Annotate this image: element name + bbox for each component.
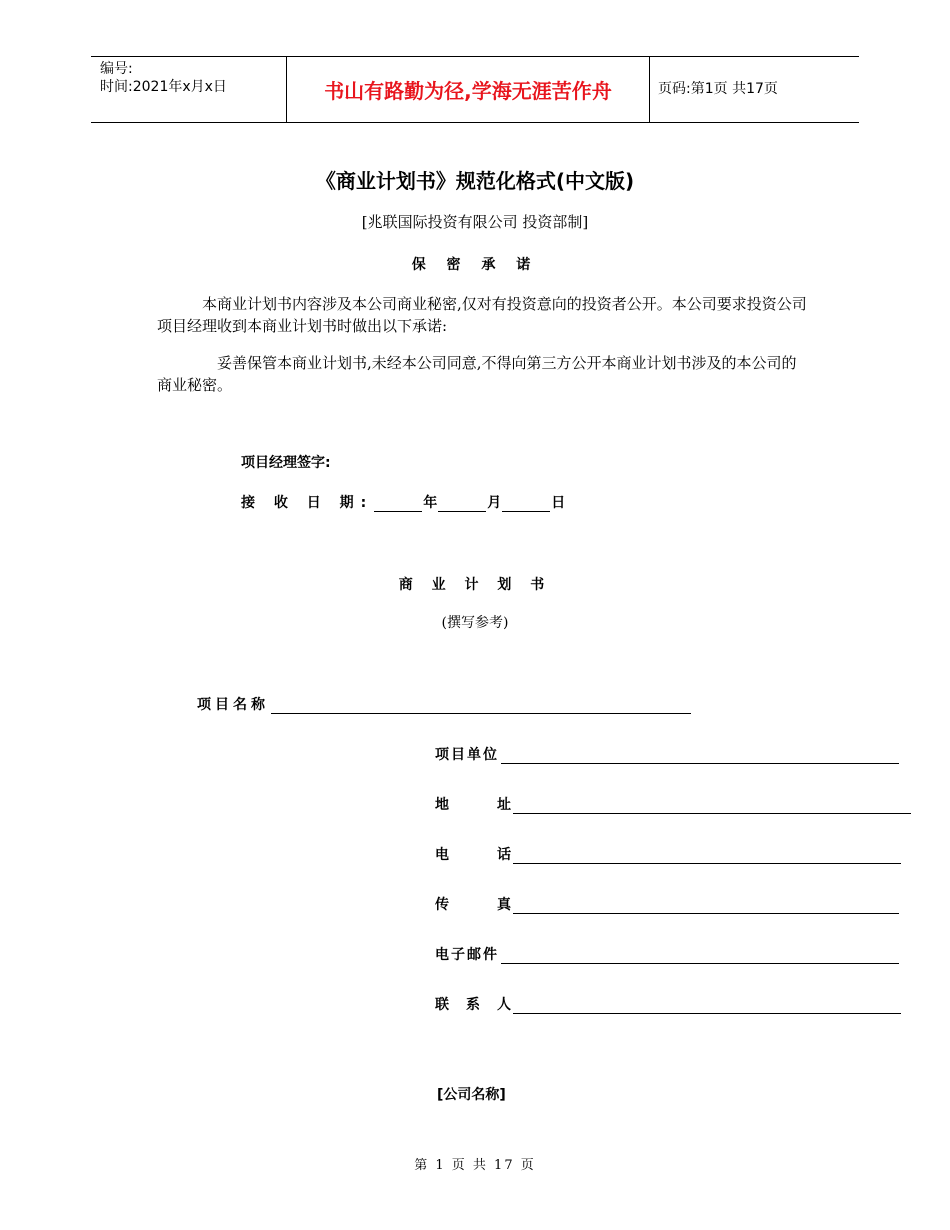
header-divider-right [649, 56, 650, 122]
year-label: 年 [423, 495, 438, 511]
header-motto: 书山有路勤为径,学海无涯苦作舟 [324, 79, 612, 103]
header-time-label: 时间:2021年x月x日 [100, 79, 227, 95]
page-footer: 第 1 页 共 17 页 [414, 1158, 536, 1173]
project-unit-field [435, 746, 899, 764]
contact-label-char-3: 人 [497, 997, 511, 1013]
header-bottom-rule [91, 122, 859, 123]
phone-blank[interactable] [513, 849, 901, 864]
fax-label [435, 896, 511, 914]
header-top-rule [91, 56, 859, 57]
document-title: 《商业计划书》规范化格式(中文版) [315, 169, 635, 193]
month-label: 月 [487, 495, 502, 511]
address-blank[interactable] [513, 799, 911, 814]
email-blank[interactable] [501, 949, 899, 964]
contact-label [435, 996, 511, 1014]
document-subtitle: [兆联国际投资有限公司 投资部制] [361, 213, 589, 231]
contact-label-char-1: 联 [435, 997, 449, 1013]
header-number-label: 编号: [100, 61, 133, 77]
phone-field [435, 846, 901, 864]
phone-label-char-1: 电 [435, 847, 449, 863]
contact-field [435, 996, 901, 1014]
fax-field [435, 896, 899, 914]
project-unit-blank[interactable] [501, 749, 899, 764]
day-blank[interactable] [502, 497, 550, 512]
contact-label-char-2: 系 [466, 997, 480, 1013]
fax-blank[interactable] [513, 899, 899, 914]
business-plan-note: (撰写参考) [441, 615, 509, 631]
business-plan-title: 商 业 计 划 书 [398, 577, 552, 593]
header-page-info: 页码:第1页 共17页 [658, 81, 778, 97]
fax-label-char-1: 传 [435, 897, 449, 913]
email-label: 电子邮件 [435, 947, 499, 963]
project-name-label: 项目名称 [197, 697, 269, 713]
month-blank[interactable] [438, 497, 486, 512]
receive-date-row [241, 494, 565, 512]
confidentiality-paragraph-2: 妥善保管本商业计划书,未经本公司同意,不得向第三方公开本商业计划书涉及的本公司的商业秘密。 [157, 354, 797, 394]
receive-date-label: 接 收 日 期: [241, 495, 374, 511]
project-name-field [197, 696, 691, 714]
address-label-char-1: 地 [435, 797, 449, 813]
phone-label-char-2: 话 [497, 847, 511, 863]
contact-blank[interactable] [513, 999, 901, 1014]
address-label [435, 796, 511, 814]
address-field [435, 796, 911, 814]
header-meta [100, 60, 227, 96]
project-unit-label: 项目单位 [435, 747, 499, 763]
address-label-char-2: 址 [497, 797, 511, 813]
year-blank[interactable] [374, 497, 422, 512]
phone-label [435, 846, 511, 864]
confidentiality-paragraph-1: 本商业计划书内容涉及本公司商业秘密,仅对有投资意向的投资者公开。本公司要求投资公司项目经理收到本商业计划书时做出以下承诺: [157, 295, 807, 335]
email-field [435, 946, 899, 964]
day-label: 日 [551, 495, 566, 511]
fax-label-char-2: 真 [497, 897, 511, 913]
company-name-placeholder: [公司名称] [437, 1087, 506, 1103]
project-name-blank[interactable] [271, 699, 691, 714]
confidentiality-heading: 保 密 承 诺 [411, 257, 539, 273]
manager-signature-label: 项目经理签字: [241, 455, 331, 471]
